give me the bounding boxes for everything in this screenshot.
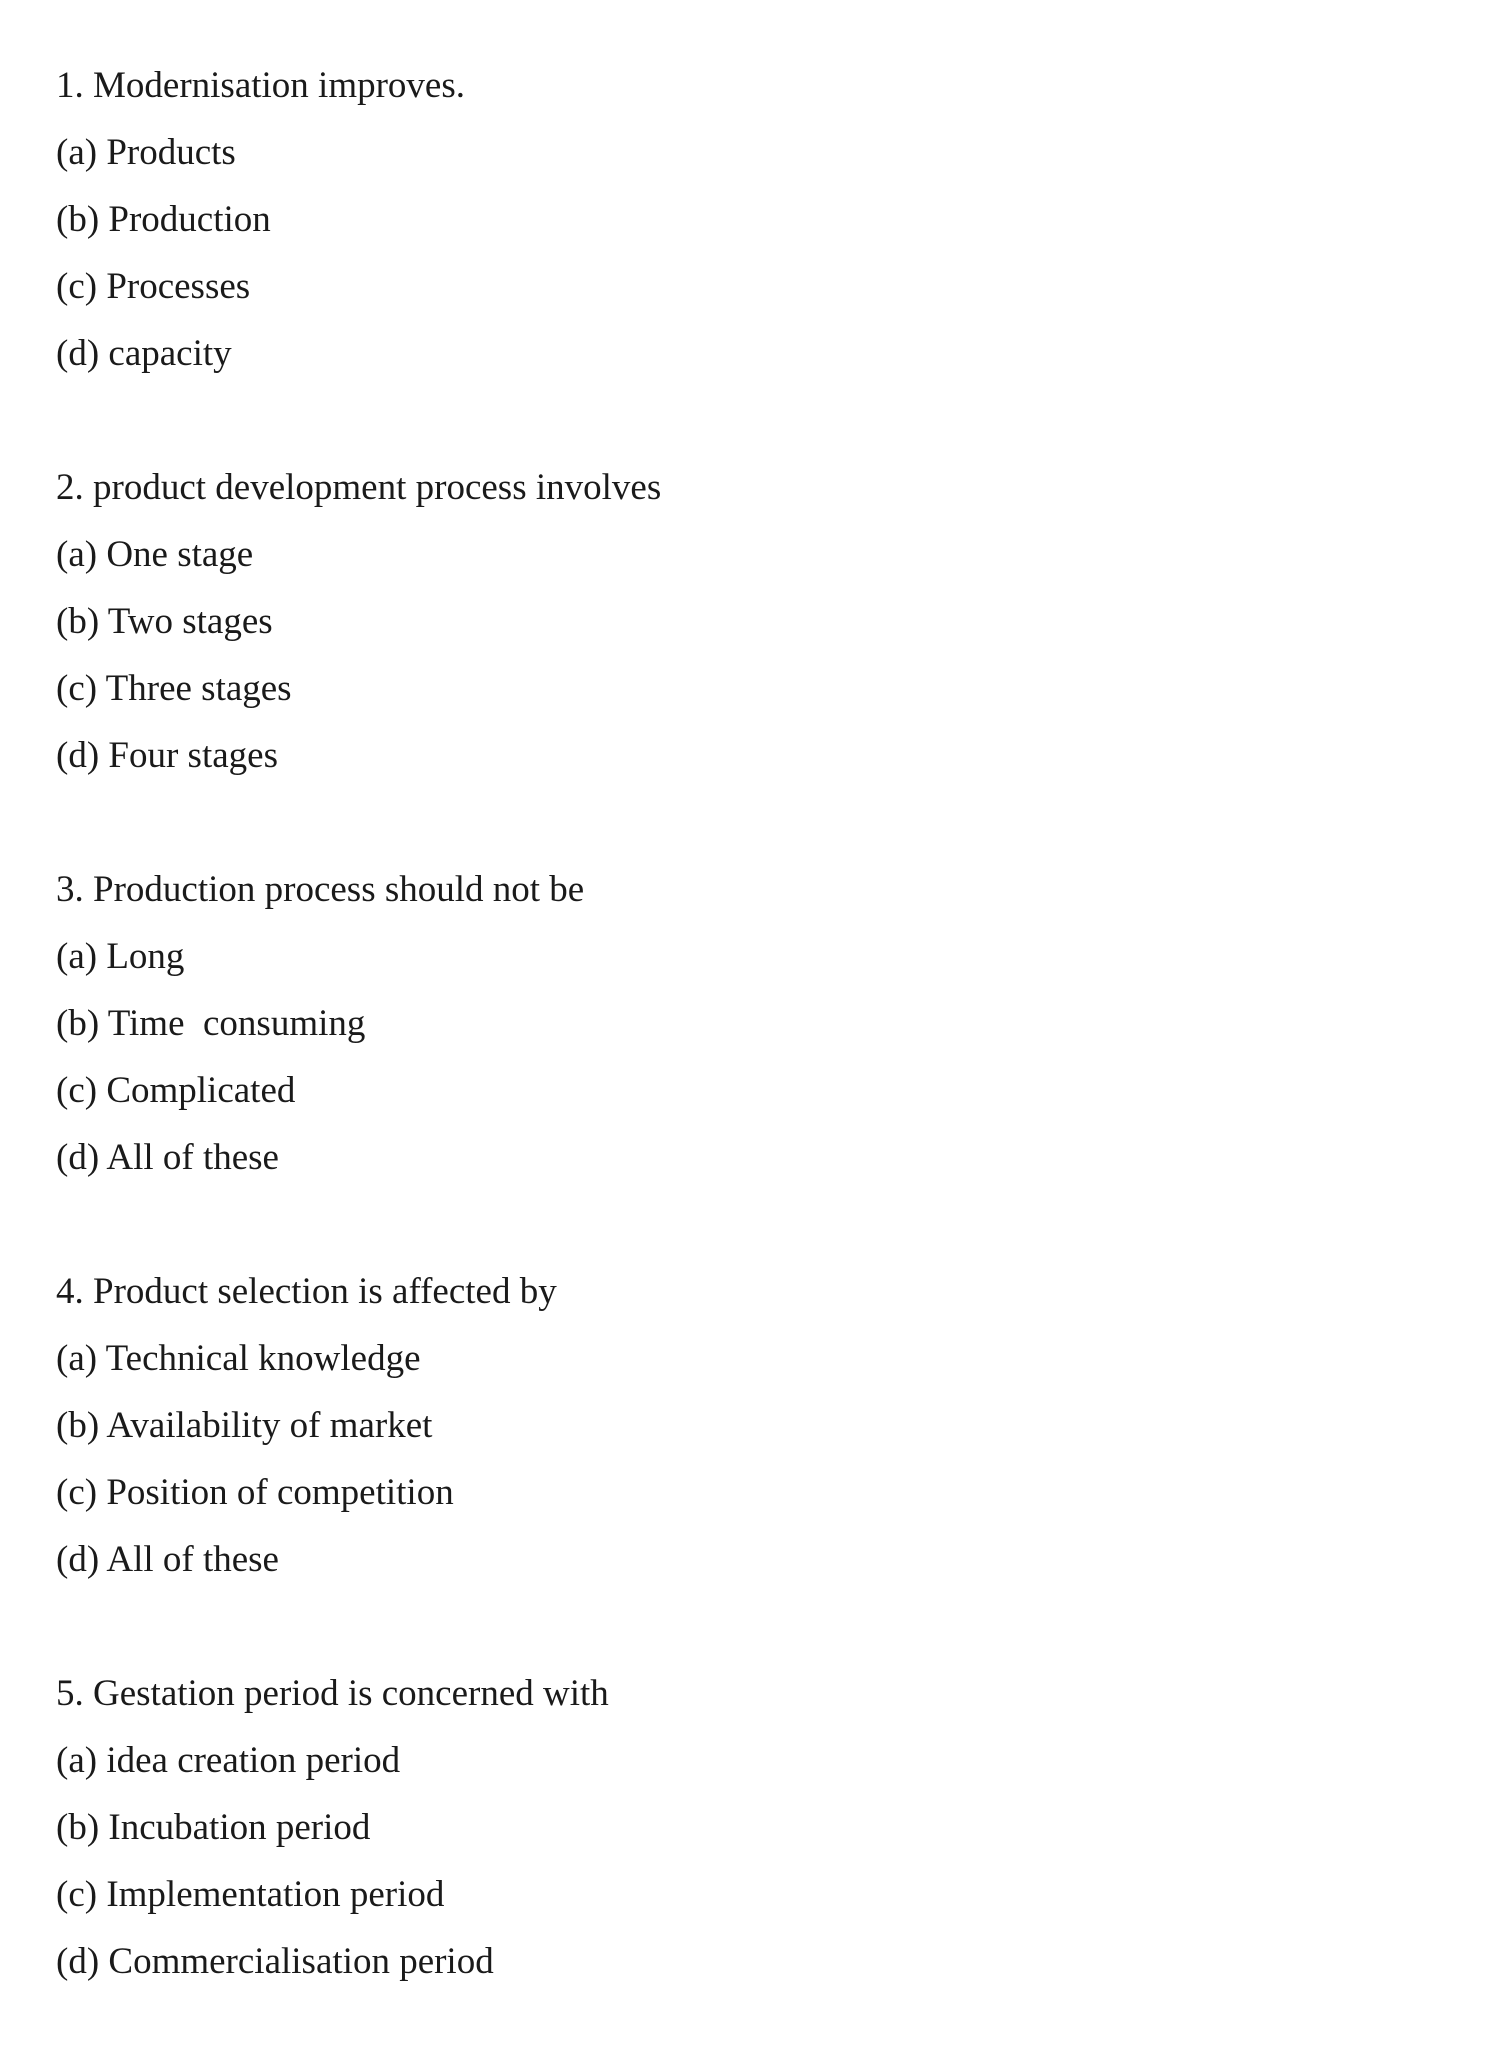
option-c: (c) Position of competition [56,1472,454,1513]
question-4 [56,1258,1456,1593]
question-document [56,52,1456,2062]
option-c: (c) Processes [56,266,251,307]
option-c: (c) Complicated [56,1070,296,1111]
option-b: (b) Availability of market [56,1405,433,1446]
option-c: (c) Three stages [56,668,292,709]
option-a: (a) One stage [56,534,254,575]
option-b: (b) Time consuming [56,1003,366,1044]
option-d: (d) Commercialisation period [56,1941,494,1982]
option-b: (b) Incubation period [56,1807,371,1848]
option-b: (b) Production [56,199,271,240]
question-text: 1. Modernisation improves. [56,65,466,106]
option-d: (d) All of these [56,1539,279,1580]
option-d: (d) Four stages [56,735,278,776]
question-text: 2. product development process involves [56,467,662,508]
question-5 [56,1660,1456,1995]
question-2 [56,454,1456,789]
question-1 [56,52,1456,387]
option-d: (d) capacity [56,333,232,374]
option-a: (a) Long [56,936,185,977]
option-a: (a) idea creation period [56,1740,401,1781]
question-text: 3. Production process should not be [56,869,585,910]
question-text: 4. Product selection is affected by [56,1271,557,1312]
question-3 [56,856,1456,1191]
option-c: (c) Implementation period [56,1874,445,1915]
option-d: (d) All of these [56,1137,279,1178]
option-a: (a) Technical knowledge [56,1338,421,1379]
option-b: (b) Two stages [56,601,273,642]
option-a: (a) Products [56,132,236,173]
question-text: 5. Gestation period is concerned with [56,1673,609,1714]
